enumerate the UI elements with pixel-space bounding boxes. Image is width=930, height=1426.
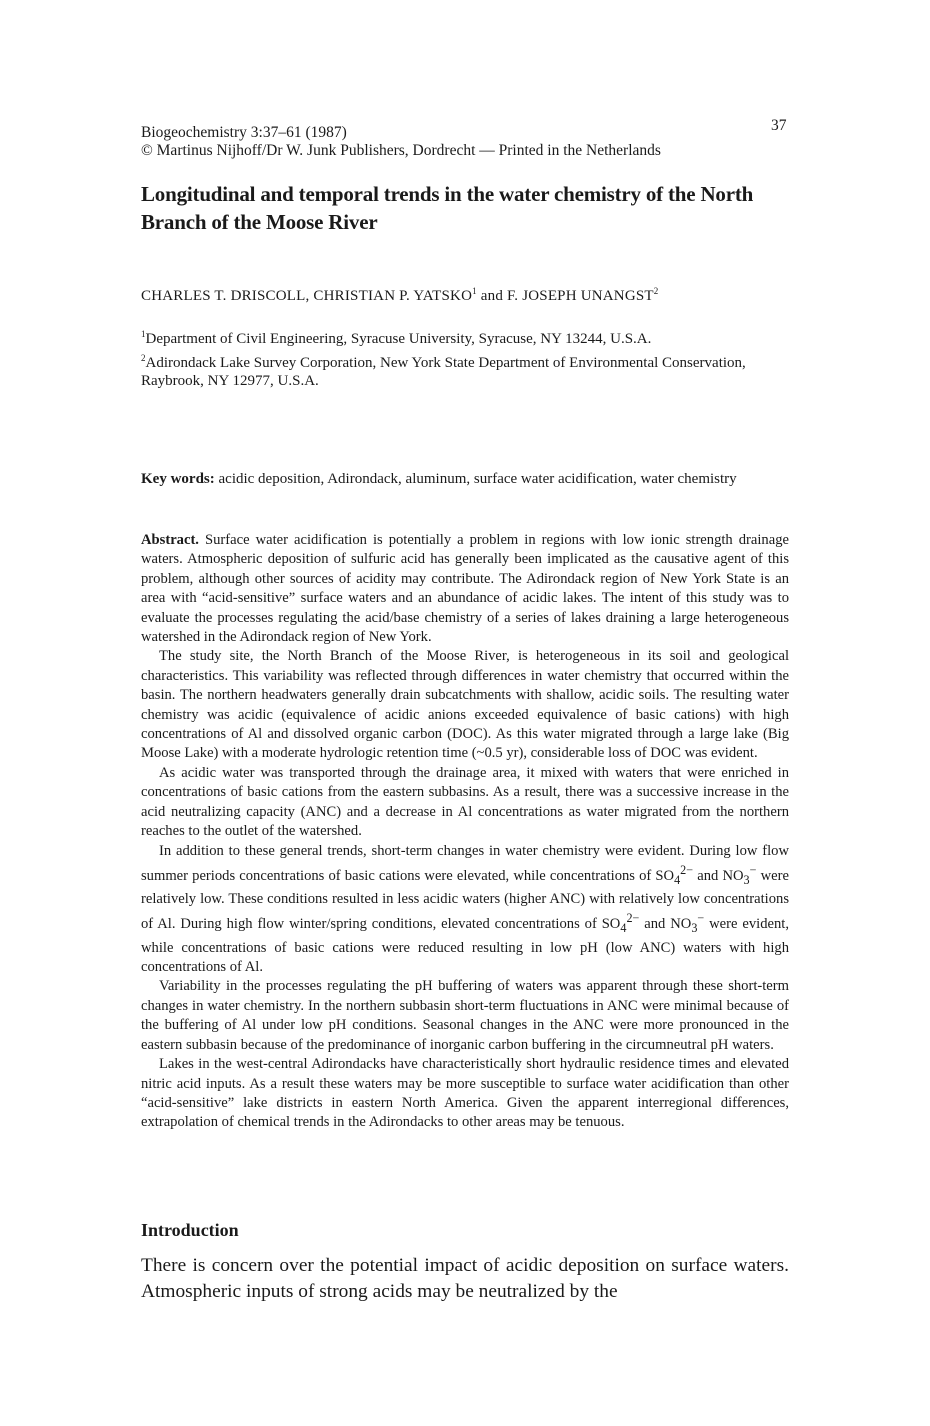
abstract-p4-part-d: and NO [639, 916, 692, 933]
no3-charge: − [749, 862, 757, 877]
author-3-affil-mark: 2 [653, 286, 659, 296]
page-number: 37 [771, 117, 787, 134]
so4-subscript: 4 [674, 872, 681, 887]
introduction-heading: Introduction [141, 1220, 239, 1240]
affiliation-1 [141, 325, 789, 349]
publisher-line: © Martinus Nijhoff/Dr W. Junk Publishers, Dordrecht — Printed in the Netherlands [141, 142, 661, 159]
abstract-paragraph-3: As acidic water was transported through the drainage area, it mixed with waters that were enriched in concentrations of basic cations from the eastern subbasins. As a result, there was a successive increase in the acid neutralizing capacity (ANC) and a decrease in Al concentrations as water migrated from the northern reaches to the outlet of the watershed. [141, 764, 789, 840]
author-3: and F. JOSEPH UNANGST [476, 288, 654, 304]
affiliation-1-mark: 1 [141, 329, 146, 339]
so4-charge-2: 2− [626, 911, 640, 926]
abstract-paragraph-4 [141, 842, 789, 978]
affiliation-1-text: Department of Civil Engineering, Syracuse University, Syracuse, NY 13244, U.S.A. [145, 331, 652, 347]
abstract-paragraph-1 [141, 531, 789, 647]
affiliation-2-mark: 2 [141, 352, 146, 363]
abstract-paragraph-6: Lakes in the west-central Adirondacks have characteristically short hydraulic residence times and elevated nitric acid inputs. As a result these waters may be more susceptible to surface water acidification than other “acid-sensitive” lake districts in eastern North America. Given the apparent interregional differences, extrapolation of chemical trends in the Adirondacks to other areas may be tenuous. [141, 1056, 789, 1131]
so4-subscript-2: 4 [620, 921, 627, 936]
keywords [141, 470, 789, 489]
no3-subscript-2: 3 [691, 921, 698, 936]
so4-charge: 2− [680, 862, 694, 877]
abstract-p4-part-b: and NO [693, 867, 744, 884]
abstract-paragraph-5: Variability in the processes regulating the pH buffering of waters was apparent through these short-term changes in water chemistry. In the northern subbasin short-term fluctuations in ANC were minimal because of the buffering of Al under low pH conditions. Seasonal changes in the ANC were more pronounced in the eastern subbasin because of the predominance of inorganic carbon buffering in the circumneutral pH waters. [141, 978, 789, 1053]
introduction-text: There is concern over the potential impact of acidic deposition on surface waters. Atmospheric inputs of strong acids may be neutralized by the [141, 1255, 789, 1302]
abstract [141, 531, 789, 1133]
no3-charge-2: − [697, 911, 705, 926]
affiliation-2-text: Adirondack Lake Survey Corporation, New York State Department of Environmental Conservation, Raybrook, NY 12977, U.S.A. [141, 354, 746, 389]
journal-citation [141, 124, 661, 160]
author-list [141, 286, 658, 305]
abstract-paragraph-2: The study site, the North Branch of the Moose River, is heterogeneous in its soil and geological characteristics. This variability was reflected through differences in water chemistry that occurred within the basin. The northern headwaters generally drain subcatchments with shallow, acidic soils. The resulting water chemistry was acidic (equivalence of acidic anions exceeded equivalence of basic cations) with high concentrations of Al and dissolved organic carbon (DOC). As this water migrated through a large lake (Big Moose Lake) with a moderate hydrologic retention time (~0.5 yr), considerable loss of DOC was evident. [141, 648, 789, 762]
author-2-affil-mark: 1 [472, 286, 477, 296]
abstract-p4-part-a: In addition to these general trends, short-term changes in water chemistry were evident. During low flow summer periods concentrations of basic cations were elevated, while concentrations of SO [141, 842, 789, 884]
abstract-p1-text: Surface water acidification is potentially a problem in regions with low ionic strength drainage waters. Atmospheric deposition of sulfuric acid has generally been implicated as the causative agent of this problem, although other sources of acidity may contribute. The Adirondack region of New York State is an area with “acid-sensitive” surface waters and an abundance of acidic lakes. The intent of this study was to evaluate the processes regulating the acid/base chemistry of a series of lakes draining a large heterogeneous watershed in the Adirondack region of New York. [141, 532, 789, 646]
affiliations [141, 325, 789, 391]
keywords-label: Key words: [141, 471, 215, 487]
author-2: CHRISTIAN P. YATSKO [313, 288, 473, 304]
keywords-text: acidic deposition, Adirondack, aluminum, surface water acidification, water chemistry [214, 471, 737, 487]
affiliation-2 [141, 349, 789, 391]
no3-subscript: 3 [743, 872, 750, 887]
journal-volume-line: Biogeochemistry 3:37–61 (1987) [141, 124, 347, 141]
abstract-p4-part-c: were relatively low. These conditions resulted in less acidic waters (higher ANC) with relatively low concentrations of Al. During high flow winter/spring conditions, elevated concentrations of SO [141, 867, 789, 933]
abstract-p4-part-e: were evident, while concentrations of basic cations were reduced resulting in low pH (low ANC) waters with high concentrations of Al. [141, 916, 789, 976]
author-1: CHARLES T. DRISCOLL, [141, 288, 314, 304]
paper-title: Longitudinal and temporal trends in the water chemistry of the North Branch of the Moose River [141, 182, 754, 234]
abstract-label: Abstract. [141, 532, 199, 548]
